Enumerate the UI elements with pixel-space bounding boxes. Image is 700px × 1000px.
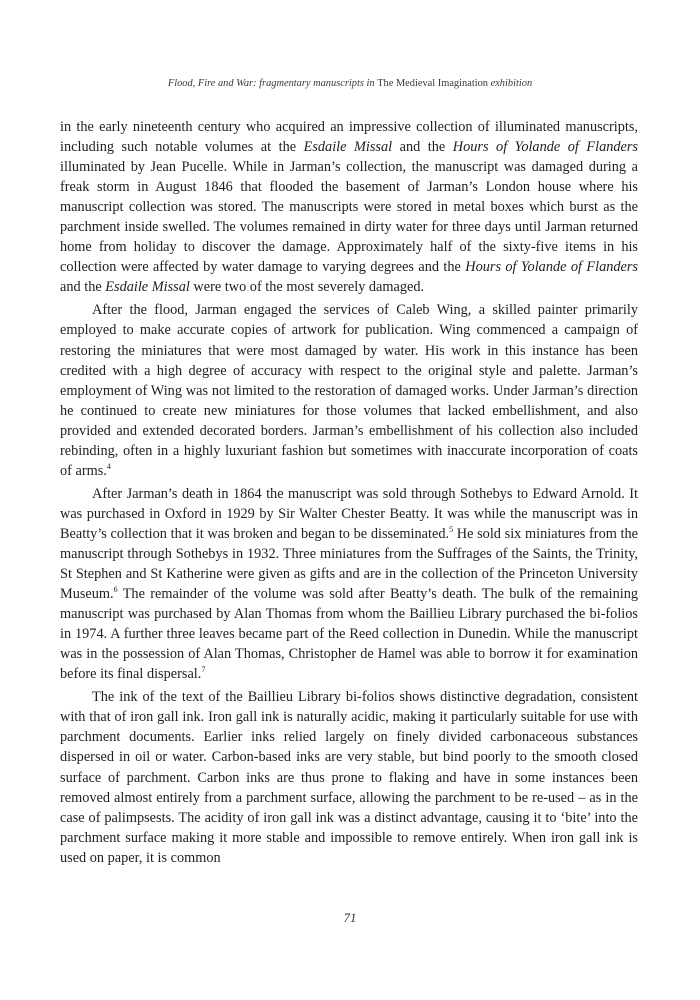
page-number: 71 <box>343 910 357 925</box>
text-run: The ink of the text of the Baillieu Library bi-folios shows distinctive degradation, consistent with that of iron gall ink. Iron gall ink is naturally acidic, making it particularly suitable for use with parchment documents. Earlier inks relied largely on finely divided carbonaceous substances dispersed in oil or water. Carbon-based inks are very stable, but bind poorly to the smooth closed surface of parchment. Carbon inks are thus prone to flaking and have in some instances been removed almost entirely from a parchment surface, allowing the parchment to be re-used – as in the case of palimpsests. The acidity of iron gall ink was a distinct advantage, causing it to ‘bite’ into the parchment surface making it more stable and impossible to remove entirely. When iron gall ink is used on paper, it is common <box>60 689 638 866</box>
body-text <box>60 117 638 871</box>
paragraph <box>60 687 638 867</box>
paragraph <box>60 484 638 684</box>
text-run: After Jarman’s death in 1864 the manuscript was sold through Sothebys to Edward Arnold. It was purchased in Oxford in 1929 by Sir Walter Chester Beatty. It was while the manuscript was in Beatty’s collection that it was broken and began to be disseminated. <box>60 485 638 542</box>
text-run: The remainder of the volume was sold after Beatty’s death. The bulk of the remaining manuscript was purchased by Alan Thomas from whom the Baillieu Library purchased the bi-folios in 1974. A further three leaves became part of the Reed collection in Dunedin. While the manuscript was in the possession of Alan Thomas, Christopher de Hamel was able to borrow it for examination before its final dispersal. <box>60 586 638 683</box>
paragraph <box>60 300 638 480</box>
text-run: He sold six miniatures from the manuscript through Sothebys in 1932. Three miniatures from the Suffrages of the Saints, the Trinity, St Stephen and St Katherine were given as gifts and are in the collection of the Princeton University Museum. <box>60 525 638 603</box>
running-head-suffix: exhibition <box>487 78 533 89</box>
footnote-marker: 6 <box>113 585 118 595</box>
text-run: and the <box>392 139 453 156</box>
text-run: After the flood, Jarman engaged the services of Caleb Wing, a skilled painter primarily employed to make accurate copies of artwork for publication. Wing commenced a campaign of restoring the miniatures that were most damaged by water. His work in this instance has been credited with a high degree of accuracy with respect to the original style and palette. Jarman’s employment of Wing was not limited to the restoration of damaged works. Under Jarman’s direction he continued to create new miniatures for those volumes that lacked embellishment, and also provided and extended decorated borders. Jarman’s embellishment of his collection also included rebinding, often in a highly luxuriant fashion but sometimes with inaccurate incorporation of coats of arms. <box>60 302 638 479</box>
text-run: were two of the most severely damaged. <box>189 279 425 296</box>
paragraph <box>60 117 638 297</box>
running-head <box>60 78 640 89</box>
italic-title: Esdaile Missal <box>303 139 393 156</box>
running-head-exhibition-name: The Medieval Imagination <box>377 78 488 89</box>
text-run: illuminated by Jean Pucelle. While in Jarman’s collection, the manuscript was damaged during a freak storm in August 1846 that flooded the basement of Jarman’s London house where his manuscript collection was stored. The manuscripts were stored in metal boxes which burst as the parchment inside swelled. The volumes remained in dirty water for three days until Jarman returned home from holiday to discover the damage. Approximately half of the sixty-five items in his collection were affected by water damage to varying degrees and the <box>60 159 638 276</box>
running-head-title: Flood, Fire and War: fragmentary manuscripts in <box>167 78 378 89</box>
italic-title: Hours of Yolande of Flanders <box>465 259 638 276</box>
italic-title: Esdaile Missal <box>105 279 190 296</box>
footnote-marker: 7 <box>201 665 206 675</box>
footnote-marker: 5 <box>449 525 454 535</box>
text-run: and the <box>60 279 106 296</box>
text-run: in the early nineteenth century who acquired an impressive collection of illuminated manuscripts, including such notable volumes at the <box>60 119 638 156</box>
italic-title: Hours of Yolande of Flanders <box>452 139 638 156</box>
footnote-marker: 4 <box>106 462 111 472</box>
